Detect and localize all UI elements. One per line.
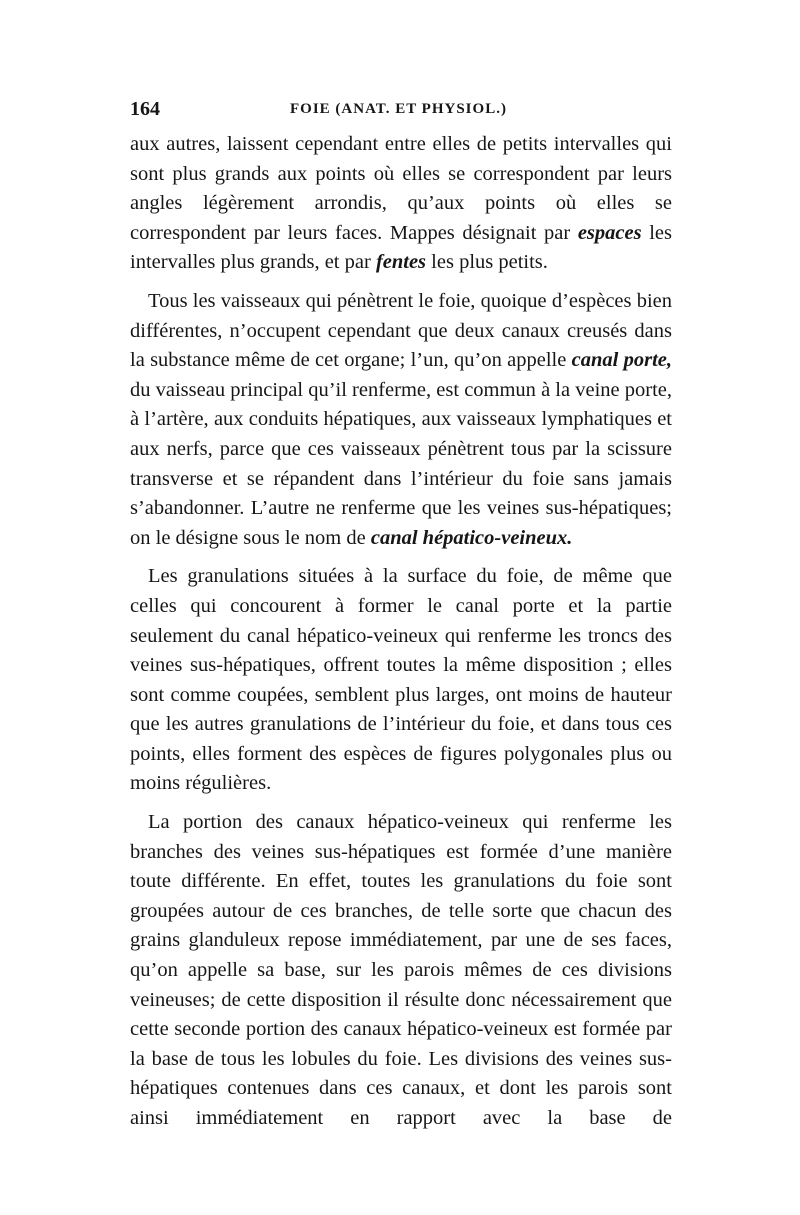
italic-term: canal porte,	[571, 349, 672, 372]
running-head: FOIE (ANAT. ET PHYSIOL.)	[290, 101, 507, 117]
text-run: les intervalles plus grands, et par	[130, 221, 672, 274]
italic-term: espaces	[577, 221, 642, 244]
page-number: 164	[130, 98, 160, 120]
text-run: aux autres, laissent cependant entre elles de petits intervalles qui sont plus grands aux points où elles se correspondent par leurs angles légèrement arrondis, qu’aux points où elles se correspondent par leurs faces. Mappes désignait par	[130, 133, 672, 244]
paragraph	[130, 808, 672, 1134]
text-run: les plus petits.	[426, 251, 548, 274]
text-run: Les granulations situées à la surface du foie, de même que celles qui concourent à former le canal porte et la partie seulement du canal hépatico-veineux qui renferme les troncs des veines sus-hépatiques, offrent toutes la même disposition ; elles sont comme coupées, semblent plus larges, ont moins de hauteur que les autres granulations de l’intérieur du foie, et dans tous ces points, elles forment des espèces de figures polygonales plus ou moins régulières.	[130, 565, 672, 795]
italic-term: fentes	[375, 251, 427, 274]
text-run: du vaisseau principal qu’il renferme, est commun à la veine porte, à l’artère, aux conduits hépatiques, aux vaisseaux lymphatiques et aux nerfs, parce que ces vaisseaux pénètrent tous par la scissure transverse et se répandent dans l’intérieur du foie sans jamais s’abandonner. L’autre ne renferme que les veines sus-hépatiques; on le désigne sous le nom de	[130, 378, 672, 549]
text-run: Tous les vaisseaux qui pénètrent le foie, quoique d’espèces bien différentes, n’occupent cependant que deux canaux creusés dans la substance même de cet organe; l’un, qu’on appelle	[130, 289, 672, 372]
paragraph	[130, 130, 672, 278]
paragraph	[130, 562, 672, 799]
text-run: La portion des canaux hépatico-veineux qui renferme les branches des veines sus-hépatiques est formée d’une manière toute différente. En effet, toutes les granulations du foie sont groupées autour de ces branches, de telle sorte que chacun des grains glanduleux repose immédiatement, par une de ses faces, qu’on appelle sa base, sur les parois mêmes de ces divisions veineuses; de cette disposition il résulte donc nécessairement que cette seconde portion des canaux hépatico-veineux est formée par la base de tous les lobules du foie. Les divisions des veines sus-hépatiques contenues dans ces canaux, et dont les parois sont ainsi immédiatement en rapport avec la base de	[130, 811, 672, 1129]
italic-term: canal hépatico-veineux.	[370, 526, 573, 549]
page-header	[130, 96, 672, 130]
body-text	[130, 130, 672, 1134]
page	[130, 96, 672, 1134]
paragraph	[130, 287, 672, 553]
